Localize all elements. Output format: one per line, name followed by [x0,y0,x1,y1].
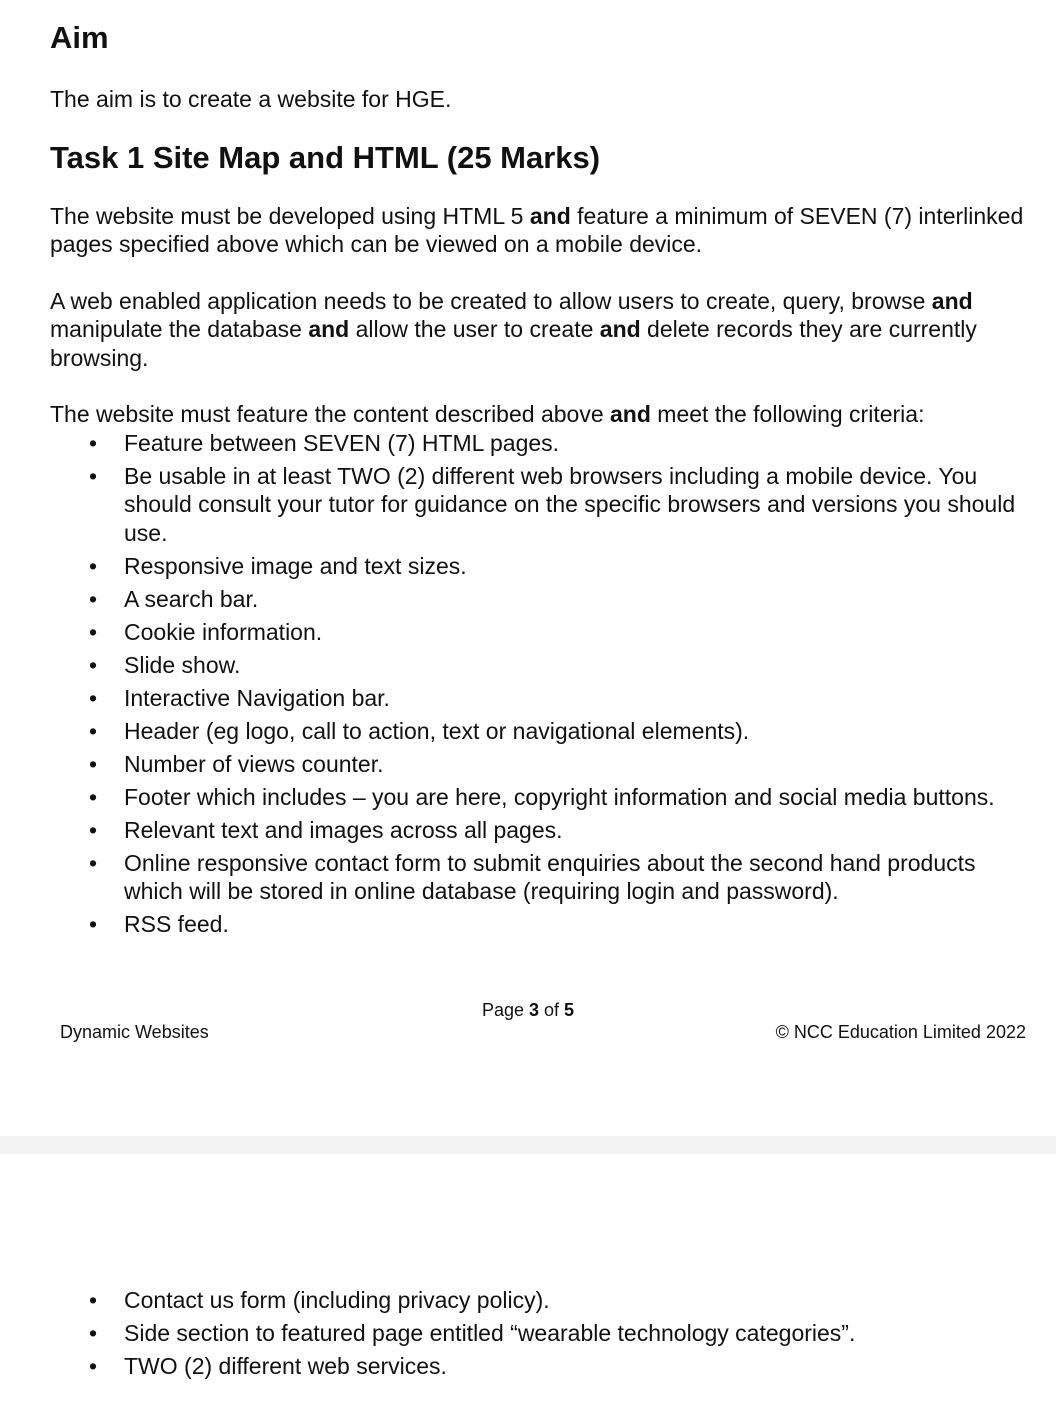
list-item: • Responsive image and text sizes. [50,552,1040,581]
list-item: • Header (eg logo, call to action, text or navigational elements). [50,717,1040,746]
list-item: • Number of views counter. [50,750,1040,779]
bullet-icon: • [88,429,98,456]
bullet-icon: • [88,585,98,612]
bullet-icon: • [88,1287,98,1313]
list-item: • Feature between SEVEN (7) HTML pages. [50,429,1040,458]
page-separator [0,1136,1056,1154]
list-item: • Footer which includes – you are here, copyright information and social media buttons. [50,783,1040,812]
criteria-list-continued-wrapper [50,1286,1040,1385]
bullet-icon: • [88,684,98,711]
list-item: • A search bar. [50,585,1040,614]
task1-paragraph-2: A web enabled application needs to be created to allow users to create, query, browse and manipulate the database and allow the user to create and delete records they are currently browsing. [50,287,977,371]
list-item: • Slide show. [50,651,1040,680]
list-item: • Be usable in at least TWO (2) different web browsers including a mobile device. You should consult your tutor for guidance on the specific browsers and versions you should use. [50,462,1040,548]
aim-heading: Aim [50,20,109,55]
bullet-icon: • [88,651,98,678]
list-item: • Contact us form (including privacy policy). [50,1286,1040,1315]
list-item: • Side section to featured page entitled “wearable technology categories”. [50,1319,1040,1348]
page-content [50,18,1040,943]
bullet-icon: • [88,618,98,645]
bullet-icon: • [88,717,98,744]
bullet-icon: • [88,1320,98,1346]
bullet-icon: • [88,552,98,579]
list-item: • Cookie information. [50,618,1040,647]
bullet-icon: • [88,849,98,876]
footer-course-name: Dynamic Websites [60,1022,209,1042]
aim-text: The aim is to create a website for HGE. [50,86,452,112]
list-item: • RSS feed. [50,910,1040,939]
bullet-icon: • [88,1353,98,1379]
task1-heading: Task 1 Site Map and HTML (25 Marks) [50,139,601,175]
bullet-icon: • [88,462,98,489]
task1-paragraph-3: The website must feature the content described above and meet the following criteria: [50,401,925,427]
document-page-4 [0,1154,1056,1407]
criteria-list-continued [50,1286,1040,1381]
page-number: Page 3 of 5 [481,1000,575,1020]
list-item: • TWO (2) different web services. [50,1352,1040,1381]
bullet-icon: • [88,816,98,843]
bullet-icon: • [88,750,98,777]
list-item: • Online responsive contact form to submit enquiries about the second hand products which will be stored in online database (requiring login and password). [50,849,1040,906]
bullet-icon: • [88,911,98,937]
list-item: • Interactive Navigation bar. [50,684,1040,713]
task1-paragraph-1: The website must be developed using HTML 5 and feature a minimum of SEVEN (7) interlinked pages specified above which can be viewed on a mobile device. [50,202,1024,257]
criteria-list [50,429,1040,939]
list-item: • Relevant text and images across all pages. [50,816,1040,845]
bullet-icon: • [88,783,98,810]
footer-copyright: © NCC Education Limited 2022 [775,1022,1026,1042]
